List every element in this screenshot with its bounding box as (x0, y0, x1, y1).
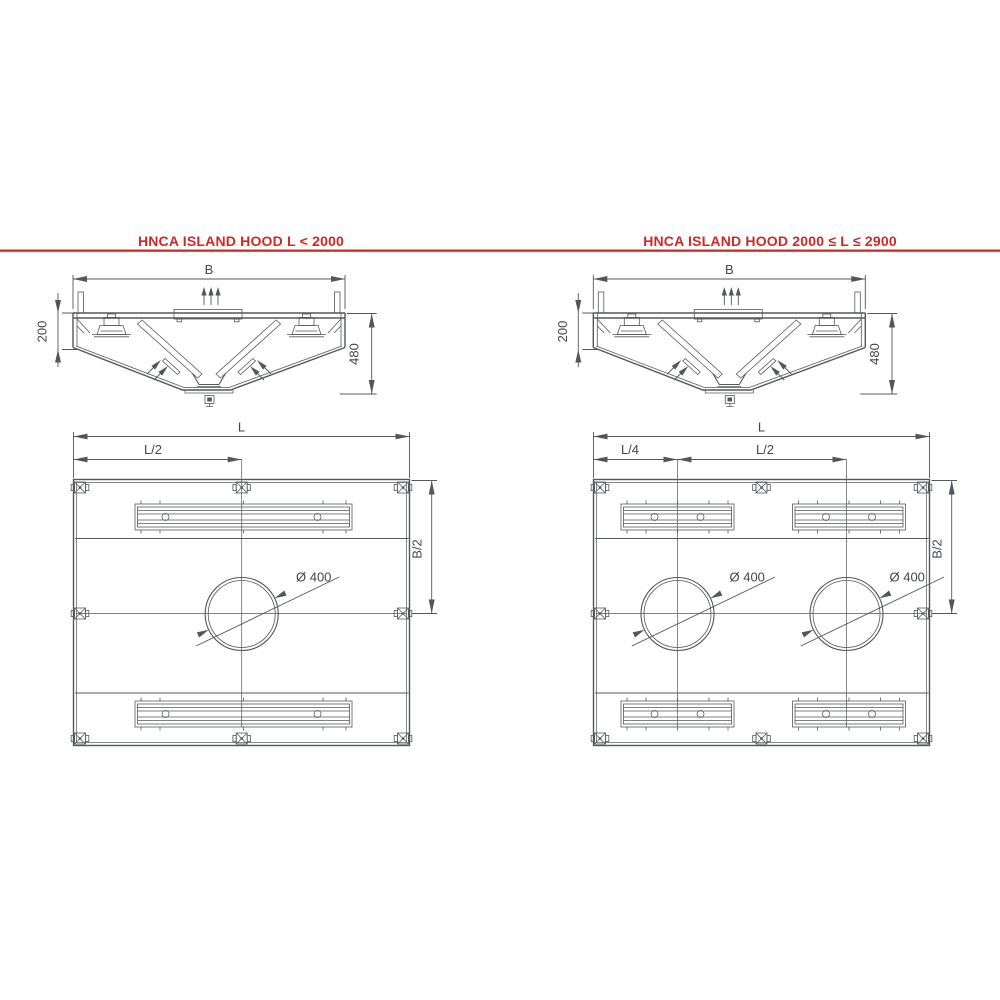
duct-diameter-label-right: Ø 400 (889, 569, 925, 585)
dim-label-l4: L/4 (620, 442, 640, 457)
front-view-left (35, 262, 377, 407)
front-view-right (555, 262, 897, 407)
plan-view-right (591, 420, 957, 746)
duct-diameter-label-left: Ø 400 (729, 569, 765, 585)
dim-label-l2: L/2 (143, 442, 163, 457)
dim-label-l: L (237, 419, 246, 435)
plan-view-left (71, 420, 437, 746)
technical-drawing: 480 HNCA ISLAND HOOD L < 2000 HNCA ISLAND HOOD 2000 ≤ L ≤ 2900 L L/2 Ø 400 B/2 L L/4 L/2 Ø 400 Ø 400 B/2 (0, 0, 1000, 1000)
section-title-right: HNCA ISLAND HOOD 2000 ≤ L ≤ 2900 (643, 233, 897, 249)
header-divider-rule (0, 250, 1000, 252)
light-fixture-bottom (135, 698, 352, 731)
dim-half-width (410, 481, 438, 614)
dim-half-width (930, 481, 958, 614)
dim-half-length (678, 442, 847, 462)
dim-label-l2: L/2 (755, 442, 775, 457)
section-title-left: HNCA ISLAND HOOD L < 2000 (137, 233, 345, 249)
light-fixture-top (135, 501, 352, 534)
dim-label-l: L (757, 419, 766, 435)
dim-label-b2: B/2 (409, 539, 425, 559)
duct-diameter-label: Ø 400 (296, 569, 332, 585)
mounting-brackets (591, 482, 932, 744)
dim-half-length (74, 442, 242, 462)
panel-seam-lines (595, 539, 929, 694)
center-lines-vertical (678, 460, 847, 728)
light-fixture-top-right (793, 501, 906, 534)
light-fixture-bottom-right (793, 698, 906, 731)
dim-quarter-length (594, 442, 678, 462)
dim-label-b2: B/2 (929, 539, 945, 559)
hood-plan-inner-edge (597, 483, 927, 743)
